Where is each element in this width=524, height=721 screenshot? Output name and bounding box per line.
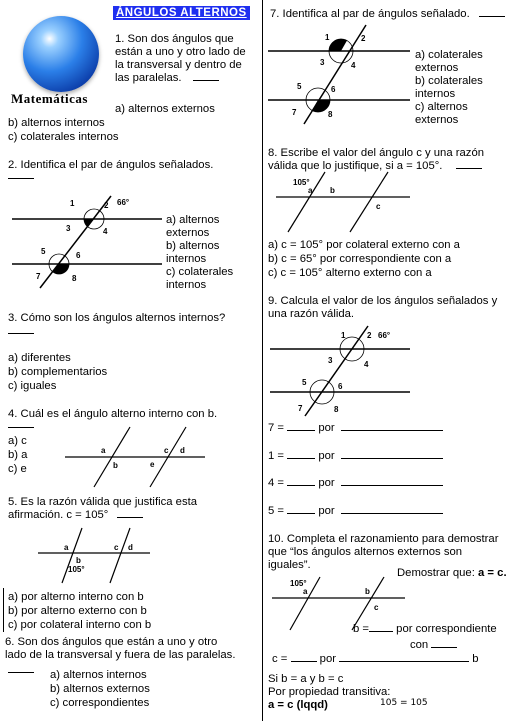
q4-option-c[interactable]: c) e [8,463,27,475]
q10-blank[interactable] [431,647,457,648]
q10-text-line: 10. Completa el razonamiento para demostrar [268,533,499,545]
q9-row-por: por [318,505,335,517]
q5-text-line: 5. Es la razón válida que justifica esta [8,496,198,508]
q1-text-line: las paralelas. [115,72,182,84]
q8-label-a: a [308,186,313,195]
q7-text: 7. Identifica al par de ángulos señalado. [270,8,470,20]
q10-text-line: iguales”. [268,559,311,571]
q2-option-b-line: b) alternos [166,240,220,252]
q10-line2-text: con [410,639,429,651]
q8-text-line: válida que lo justifique, si a = 105°. [268,160,443,172]
q4-option-a[interactable]: a) c [8,435,27,447]
q4-label-d: d [180,446,185,455]
q7-option-c-line: c) alternos [415,101,468,113]
q2-label-5: 5 [41,247,46,256]
q2-label-6: 6 [76,251,81,260]
q7-label-5: 5 [297,82,302,91]
q9-row-por: por [318,477,335,489]
q7-label-4: 4 [351,61,356,70]
q5-label-a: a [64,543,69,552]
q10-label-deg: 105° [290,579,307,588]
q5-text-line: afirmación. c = 105° [8,509,109,521]
q1-text-line: la transversal y dentro de [115,59,242,71]
q2-label-7: 7 [36,272,41,281]
q1-text-line: 1. Son dos ángulos que [115,33,234,45]
q6-text-line: 6. Son dos ángulos que están a uno y otro [5,636,218,648]
q1-text-line: están a uno y otro lado de [115,46,246,58]
q2-label-4: 4 [103,227,108,236]
q2-option-c-line: internos [166,279,207,291]
q2-option-b-line: internos [166,253,207,265]
q9-row-por: por [318,450,335,462]
q5-option-b[interactable]: b) por alterno externo con b [8,605,147,617]
q9-label-1: 1 [341,331,346,340]
q5-option-c[interactable]: c) por colateral interno con b [8,619,152,631]
subject-label: Matemáticas [11,91,88,106]
q7-option-b-line: internos [415,88,456,100]
q6-option-b[interactable]: b) alternos externos [50,683,150,695]
q6-text-line: lado de la transversal y fuera de las paralelas. [5,649,236,661]
q9-label-4: 4 [364,360,369,369]
q5-label-c: c [114,543,119,552]
q9-label-7: 7 [298,404,303,413]
q2-option-c-line: c) colaterales [166,266,234,278]
q2-label-1: 1 [70,199,75,208]
q9-label-6: 6 [338,382,343,391]
q3-option-c[interactable]: c) iguales [8,380,57,392]
q10-label-c: c [374,603,379,612]
q10-line1-suffix: por correspondiente [396,623,497,635]
q10-line-4: Si b = a y b = c [268,673,344,685]
q7-option-c-line: externos [415,114,459,126]
q2-option-a-line: a) alternos [166,214,220,226]
q9-label-deg: 66° [378,331,391,340]
q9-label-3: 3 [328,356,333,365]
q2-option-a-line: externos [166,227,210,239]
q9-label-2: 2 [367,331,372,340]
q4-option-b[interactable]: b) a [8,449,28,461]
q6-option-c[interactable]: c) correspondientes [50,697,150,709]
q10-line-2 [410,639,457,652]
q10-line3-suffix: b [472,653,479,665]
q9-row-por: por [318,422,335,434]
q5-label-d: d [128,543,133,552]
q4-label-b: b [113,461,118,470]
q10-line-3 [272,653,479,666]
q5-option-a[interactable]: a) por alterno interno con b [8,591,144,603]
q4-question: 4. Cuál es el ángulo alterno interno con b. [8,408,218,420]
q10-line-1 [353,623,497,636]
q3-option-b[interactable]: b) complementarios [8,366,108,378]
q10-line3-prefix: c = [272,653,288,665]
q7-label-3: 3 [320,58,325,67]
q9-text-line: una razón válida. [268,308,355,320]
q8-label-b: b [330,186,335,195]
q10-line1-prefix: b = [353,623,370,635]
q2-label-2: 2 [104,201,109,210]
q10-line3-por: por [319,653,336,665]
q7-label-7: 7 [292,108,297,117]
q10-blank[interactable] [291,661,317,662]
q10-blank[interactable] [339,661,469,662]
q10-label-b: b [365,587,370,596]
q1-option-c[interactable]: c) colaterales internos [8,131,119,143]
q9-label-5: 5 [302,378,307,387]
q2-label-8: 8 [72,274,77,283]
q1-option-a[interactable]: a) alternos externos [115,103,215,115]
q10-blank[interactable] [369,631,393,632]
q2-question: 2. Identifica el par de ángulos señalados. [8,159,214,171]
q10-text-line: que “los ángulos alternos externos son [268,546,463,558]
q10-demo-value: a = c. [478,567,507,579]
q8-option-a[interactable]: a) c = 105° por colateral externo con a [268,239,460,251]
q2-label-deg: 66° [117,198,130,207]
q4-label-c: c [164,446,169,455]
q7-option-b-line: b) colaterales [415,75,483,87]
q7-option-a-line: externos [415,62,459,74]
q8-label-deg: 105° [293,178,310,187]
q9-label-8: 8 [334,405,339,414]
q1-option-b[interactable]: b) alternos internos [8,117,105,129]
q10-line-5: Por propiedad transitiva: [268,686,391,698]
q9-row-label: 4 = [268,477,285,489]
q9-text-line: 9. Calcula el valor de los ángulos señalados y [268,295,498,307]
q9-row-label: 5 = [268,505,285,517]
q10-label-a: a [303,587,308,596]
q7-label-2: 2 [361,34,366,43]
q7-option-a-line: a) colaterales [415,49,483,61]
q4-label-e: e [150,460,155,469]
q3-question: 3. Cómo son los ángulos alternos internos? [8,312,226,324]
q10-corner-note: 105 = 105 [380,698,428,708]
q10-line-6: a = c (lqqd) [268,699,328,711]
q3-option-a[interactable]: a) diferentes [8,352,71,364]
q6-option-a[interactable]: a) alternos internos [50,669,147,681]
q7-label-8: 8 [328,110,333,119]
q4-label-a: a [101,446,106,455]
q8-option-c[interactable]: c) c = 105° alterno externo con a [268,267,432,279]
q8-option-b[interactable]: b) c = 65° por correspondiente con a [268,253,452,265]
page-title: ÁNGULOS ALTERNOS [113,6,250,20]
q5-label-b: b [76,556,81,565]
q8-text-line: 8. Escribe el valor del ángulo c y una razón [268,147,485,159]
q9-row-label: 7 = [268,422,285,434]
q2-label-3: 3 [66,224,71,233]
q8-label-c: c [376,202,381,211]
q7-label-6: 6 [331,85,336,94]
q7-label-1: 1 [325,33,330,42]
q9-row-label: 1 = [268,450,285,462]
q5-label-deg: 105° [68,565,85,574]
q10-demo-label: Demostrar que: [397,567,475,579]
